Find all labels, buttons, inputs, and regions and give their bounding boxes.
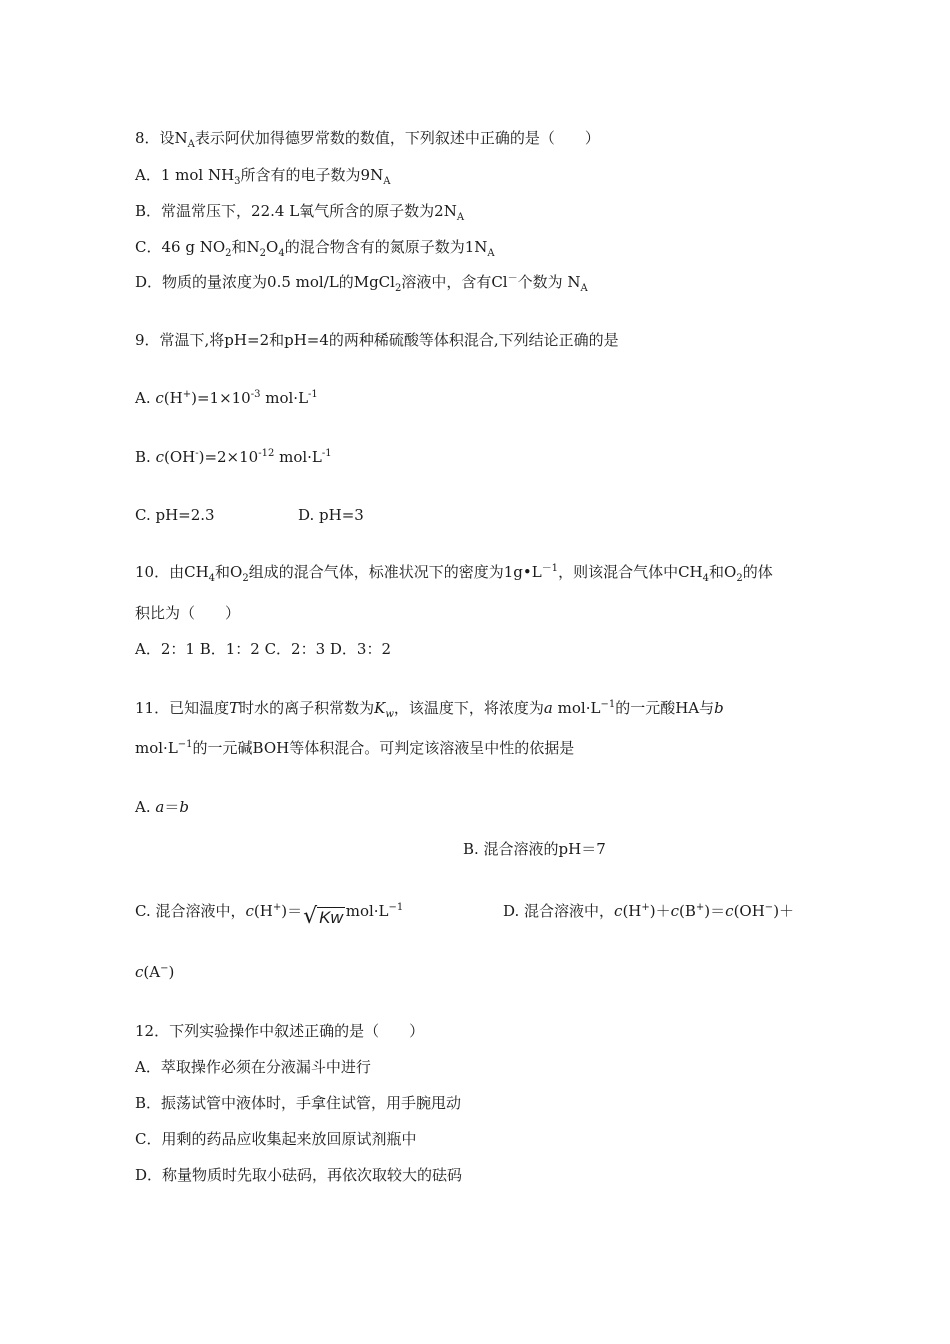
q11-stem-line2: $mol\cdot L^{-1}$的一元碱BOH等体积混合。可判定该溶液呈中性的依据是 xyxy=(135,739,575,757)
q9-option-a: A. $c(H^+)=1\times 10^{-3}$ $mol\cdot L^{-1}$ xyxy=(135,389,318,407)
q9-stem: 9．常温下,将pH=2和pH=4的两种稀硫酸等体积混合,下列结论正确的是 xyxy=(135,331,619,349)
q11-option-b: B. 混合溶液的pH＝7 xyxy=(463,840,606,858)
q8-option-c: C．46 g $NO_2$和$N_2O_4$的混合物含有的氮原子数为$1N_A$ xyxy=(135,238,495,259)
q8-option-d: D．物质的量浓度为0.5 mol/L的MgCl$_2$溶液中，含有Cl－个数为 $N_A$ xyxy=(135,273,588,294)
q10-stem-line1: 10．由$CH_4$和$O_2$组成的混合气体，标准状况下的密度为$1g•L^{-1}$，则该混合气体中$CH_4$和$O_2$的体 xyxy=(135,563,773,584)
q12-stem: 12．下列实验操作中叙述正确的是（ ） xyxy=(135,1022,425,1040)
q12-option-c: C．用剩的药品应收集起来放回原试剂瓶中 xyxy=(135,1130,417,1148)
q11-option-d: D. 混合溶液中，c(H+)＋c(B+)＝c(OH−)＋ xyxy=(503,902,795,920)
q9-option-b: B. $c(OH^-)=2\times 10^{-12}$ $mol\cdot L^{-1}$ xyxy=(135,448,332,466)
q12-option-b: B．振荡试管中液体时，手拿住试管，用手腕甩动 xyxy=(135,1094,462,1112)
sqrt-kw: √ Kw xyxy=(303,904,343,929)
q8-option-a: A．1 mol $NH_3$所含有的电子数为$9N_A$ xyxy=(135,166,391,187)
q12-option-d: D．称量物质时先取小砝码，再依次取较大的砝码 xyxy=(135,1166,463,1184)
q8-option-b: B．常温常压下，22.4 L氧气所含的原子数为$2N_A$ xyxy=(135,202,465,223)
q11-option-a: A. a＝b xyxy=(135,798,189,816)
q10-stem-line2: 积比为（ ） xyxy=(135,604,241,622)
q11-option-c: C. 混合溶液中，c(H+)＝√ Kw $mol\cdot L^{-1}$ xyxy=(135,902,404,929)
q11-stem-line1: 11．已知温度T时水的离子积常数为$K_w$，该温度下，将浓度为a $mol\cdot L^{-1}$的一元酸HA与b xyxy=(135,699,724,720)
q9-option-d: D. pH=3 xyxy=(298,506,364,524)
q11-option-d-cont: c(A−) xyxy=(135,963,175,981)
q10-options: A．2：1 B．1：2 C．2：3 D．3：2 xyxy=(135,640,392,658)
q9-option-c: C. pH=2.3 xyxy=(135,506,215,524)
q8-stem: 8．设$N_A$表示阿伏加得德罗常数的数值，下列叙述中正确的是（ ） xyxy=(135,129,600,150)
q12-option-a: A．萃取操作必须在分液漏斗中进行 xyxy=(135,1058,371,1076)
